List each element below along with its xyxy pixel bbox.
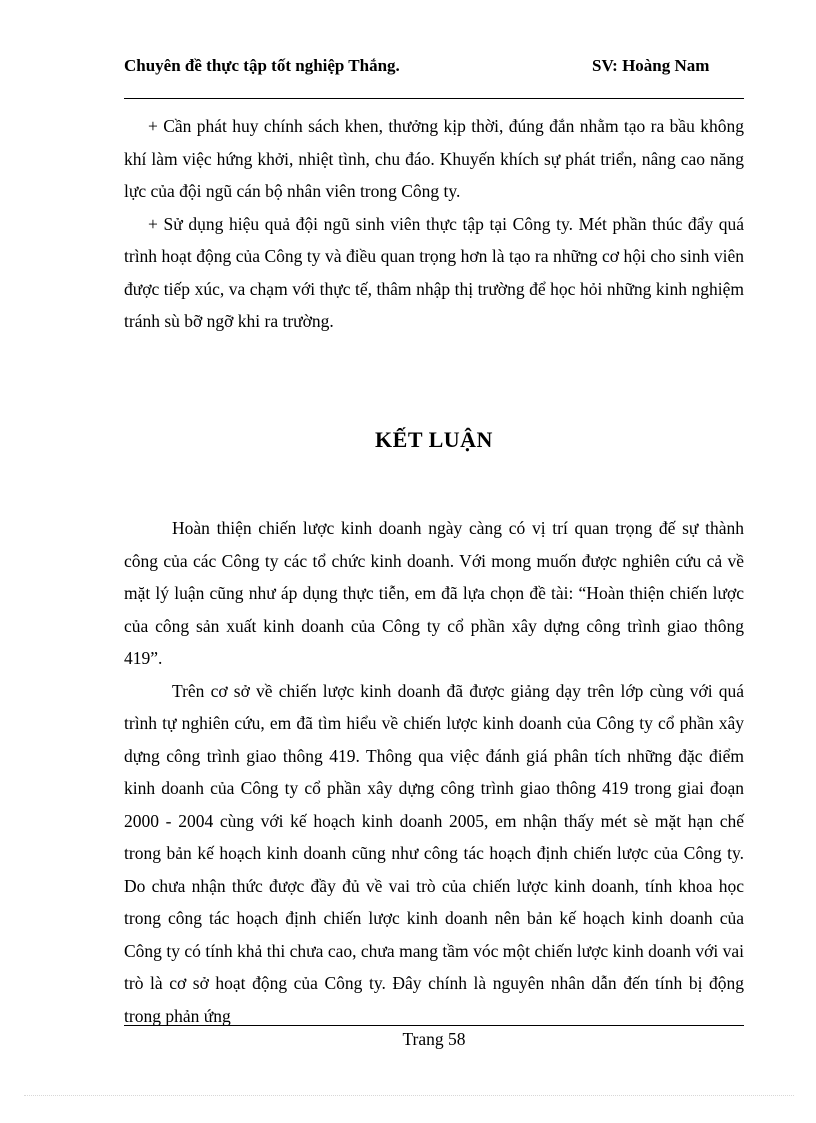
header-document-title: Chuyên đề thực tập tốt nghiệp Thắng. [124,56,400,75]
footer-divider [124,1025,744,1026]
conclusion-body [124,512,744,1032]
conclusion-paragraph: Hoàn thiện chiến lược kinh doanh ngày càng có vị trí quan trọng đế sự thành công của các Công ty các tổ chức kinh doanh. Với mong muốn được nghiên cứu cả về mặt lý luận cũng như áp dụng thực tiễn, em đã lựa chọn đề tài: “Hoàn thiện chiến lược của công sản xuất kinh doanh của Công ty cổ phần xây dựng công trình giao thông 419”. [124,518,744,668]
header-divider [124,98,744,99]
page-bottom-border [24,1095,794,1096]
header-student-name: SV: Hoàng Nam [592,56,710,75]
intro-recommendations [124,110,744,338]
conclusion-paragraph: Trên cơ sở về chiến lược kinh doanh đã được giảng dạy trên lớp cùng với quá trình tự nghiên cứu, em đã tìm hiểu về chiến lược kinh doanh của Công ty cổ phần xây dựng công trình giao thông 419. Thông qua việc đánh giá phân tích những đặc điểm kinh doanh của Công ty cổ phần xây dựng công trình giao thông 419 trong giai đoạn 2000 - 2004 cùng với kế hoạch kinh doanh 2005, em nhận thấy mét sè mặt hạn chế trong bản kế hoạch kinh doanh cũng như công tác hoạch định chiến lược của Công ty. Do chưa nhận thức được đầy đủ về vai trò của chiến lược kinh doanh, tính khoa học trong công tác hoạch định chiến lược kinh doanh nên bản kế hoạch kinh doanh của Công ty có tính khả thi chưa cao, chưa mang tầm vóc một chiến lược kinh doanh với vai trò là cơ sở hoạt động của Công ty. Đây chính là nguyên nhân dẫn đến tính bị động trong phản ứng [124,680,744,1026]
recommendation-paragraph: + Sử dụng hiệu quả đội ngũ sinh viên thực tập tại Công ty. Mét phần thúc đẩy quá trình hoạt động của Công ty và điều quan trọng hơn là tạo ra những cơ hội cho sinh viên được tiếp xúc, va chạm với thực tế, thâm nhập thị trường để học hỏi những kinh nghiệm tránh sù bỡ ngỡ khi ra trường. [124,213,744,331]
page-number: Trang 58 [402,1029,466,1049]
page-header [124,55,744,97]
recommendation-paragraph: + Cần phát huy chính sách khen, thưởng kịp thời, đúng đắn nhằm tạo ra bầu không khí làm việc hứng khởi, nhiệt tình, chu đáo. Khuyến khích sự phát triển, nâng cao năng lực của đội ngũ cán bộ nhân viên trong Công ty. [124,116,744,201]
section-title: KẾT LUẬN [375,427,493,452]
